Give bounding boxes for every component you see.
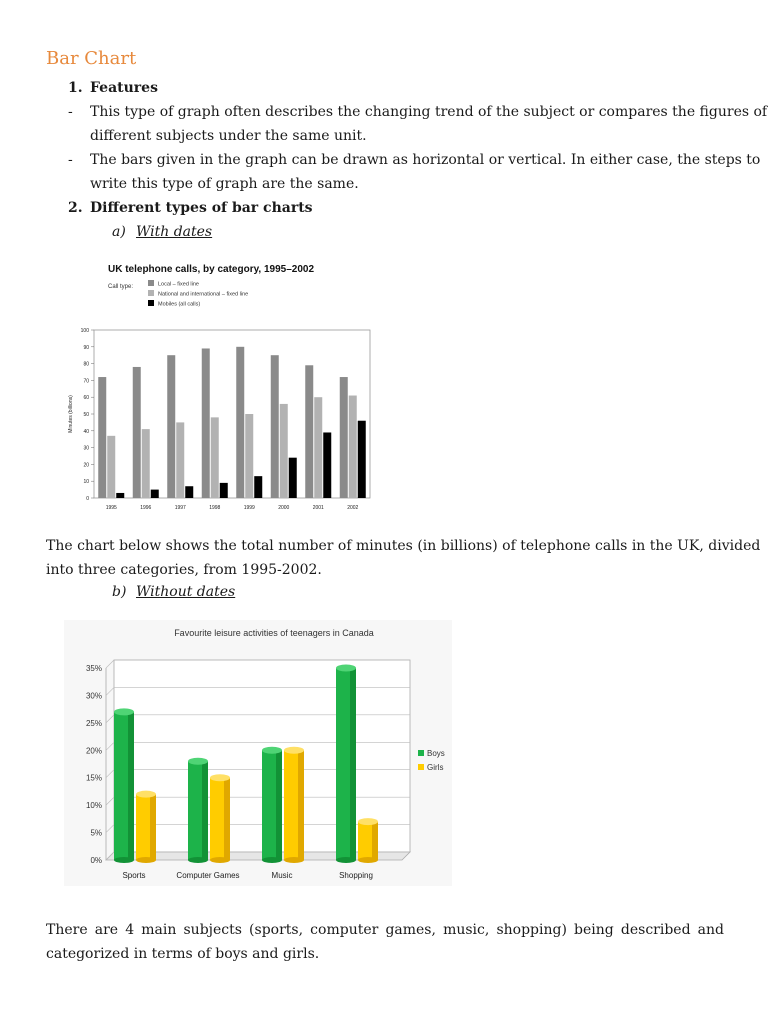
chart2-bar-shade [372,822,378,860]
chart2-bar-base [136,857,156,863]
chart1-y-tick-label: 0 [86,496,89,502]
chart2-bar-base [284,857,304,863]
chart1-bar [358,421,366,498]
chart1-bar [151,490,159,498]
chart2-x-tick-label: Computer Games [176,871,240,880]
chart2-bar-base [188,857,208,863]
chart1-bar [323,432,331,498]
chart1-x-tick-label: 1996 [140,505,152,511]
chart2-bar-shade [128,712,134,860]
chart1-bar [176,422,184,498]
chart2-bar-shade [298,750,304,860]
chart1-bar [116,493,124,498]
chart1-x-tick-label: 2000 [278,505,290,511]
bullet-item [90,148,761,196]
bullet-line: The bars given in the graph can be drawn as horizontal or vertical. In either case, the steps to [90,152,761,168]
chart2-bar-top [358,818,378,825]
chart1-bar [107,436,115,498]
chart1-bar [254,476,262,498]
chart2-description [46,918,724,966]
chart2-bar-base [210,857,230,863]
chart2-bar-base [114,857,134,863]
bullet-item [90,100,768,148]
chart1-description [46,534,761,582]
chart2-bar-top [336,665,356,672]
chart1-y-axis-label: Minutes (billions) [68,395,74,433]
chart2-bar-top [262,747,282,754]
leisure-activities-chart [64,620,452,886]
section2-title: Different types of bar charts [90,200,313,216]
chart2-y-tick-label: 10% [85,801,102,811]
chart1-bar [202,348,210,498]
chart1-y-tick-label: 30 [83,445,89,452]
chart2-y-tick-label: 15% [85,773,102,783]
chart1-bar [340,377,348,498]
chart2-legend-label: Boys [427,749,445,758]
chart1-x-tick-label: 1997 [174,505,186,511]
chart2-bar-base [336,857,356,863]
chart1-legend-swatch [148,300,154,306]
subsection-b-marker: b) [112,584,127,600]
chart2-x-tick-label: Shopping [339,871,373,880]
chart1-legend-label: Local – fixed line [158,281,199,288]
chart1-x-tick-label: 2002 [347,505,359,511]
chart1-bar [98,377,106,498]
subsection-a-label [136,224,212,240]
telephone-calls-chart [58,252,372,514]
chart2-legend-label: Girls [427,763,444,772]
section2-number: 2. [68,200,83,216]
chart1-y-tick-label: 70 [83,378,89,385]
chart1-y-tick-label: 80 [83,361,89,368]
bullet-dash: - [68,152,73,168]
subsection-b-text: Without dates [136,584,236,600]
bullet-line: different subjects under the same unit. [90,128,367,144]
chart2-bar-top [284,747,304,754]
paragraph-line: categorized in terms of boys and girls. [46,946,320,962]
chart1-legend-title: Call type: [108,284,134,290]
chart2-bar-shade [224,778,230,860]
section1-number: 1. [68,80,83,96]
chart2-y-tick-label: 30% [85,691,102,701]
chart2-legend-swatch [418,750,424,756]
chart2-x-tick-label: Sports [122,871,146,880]
chart1-legend-swatch [148,280,154,286]
chart1-y-tick-label: 40 [83,428,89,435]
chart1-legend-swatch [148,290,154,296]
chart2-y-tick-label: 20% [85,746,102,756]
chart1-bar [133,367,141,498]
subsection-b-label [136,584,235,600]
chart1-y-tick-label: 90 [83,344,89,351]
chart1-bar [167,355,175,498]
chart2-bar-shade [150,794,156,860]
chart1-y-tick-label: 20 [83,462,89,469]
chart2-bar-shade [350,668,356,860]
subsection-a-text: With dates [136,224,213,240]
chart1-bar [280,404,288,498]
chart1-bar [185,486,193,498]
chart2-bar-top [188,758,208,765]
chart2-bar-top [114,708,134,715]
chart1-bar [236,347,244,498]
chart1-y-tick-label: 100 [80,328,89,334]
bullet-line: This type of graph often describes the changing trend of the subject or compares the figures of [90,104,768,120]
chart2-bar-base [262,857,282,863]
subsection-a-marker: a) [112,224,126,240]
chart1-y-tick-label: 10 [83,479,89,486]
chart1-y-tick-label: 50 [83,412,89,418]
chart1-title: UK telephone calls, by category, 1995–2002 [108,264,315,275]
chart1-y-tick-label: 60 [83,395,89,402]
chart2-y-tick-label: 0% [90,856,102,865]
chart1-bar [142,429,150,498]
chart1-legend-label: National and international – fixed line [158,291,249,298]
chart2-legend-swatch [418,764,424,770]
chart2-bar-base [358,857,378,863]
chart1-bar [305,365,313,498]
chart1-bar [245,414,253,498]
chart1-bar [271,355,279,498]
paragraph-line: into three categories, from 1995-2002. [46,562,322,578]
chart2-bar-top [136,791,156,798]
chart1-x-tick-label: 1999 [243,505,255,511]
chart2-bar-top [210,774,230,781]
chart2-title: Favourite leisure activities of teenagers in Canada [174,628,374,638]
chart1-bar [211,417,219,498]
chart2-y-tick-label: 35% [85,664,102,673]
chart2-bar-shade [276,750,282,860]
chart2-x-tick-label: Music [271,871,293,880]
chart1-bar [314,397,322,498]
page-heading: Bar Chart [46,48,137,69]
chart2-y-tick-label: 5% [90,828,102,838]
bullet-line: write this type of graph are the same. [90,176,359,192]
chart1-legend-label: Mobiles (all calls) [158,301,201,308]
chart2-y-tick-label: 25% [85,718,102,728]
chart1-bar [220,483,228,498]
paragraph-line: The chart below shows the total number of minutes (in billions) of telephone calls in the UK, divided [46,538,761,554]
chart2-bar-shade [202,761,208,860]
section1-title: Features [90,80,158,96]
paragraph-line: There are 4 main subjects (sports, computer games, music, shopping) being described and [46,922,724,938]
chart1-bar [289,458,297,498]
chart1-x-tick-label: 2001 [312,505,324,511]
chart1-bar [349,396,357,498]
chart1-x-tick-label: 1995 [105,505,117,511]
bullet-dash: - [68,104,73,120]
chart1-x-tick-label: 1998 [209,505,221,511]
